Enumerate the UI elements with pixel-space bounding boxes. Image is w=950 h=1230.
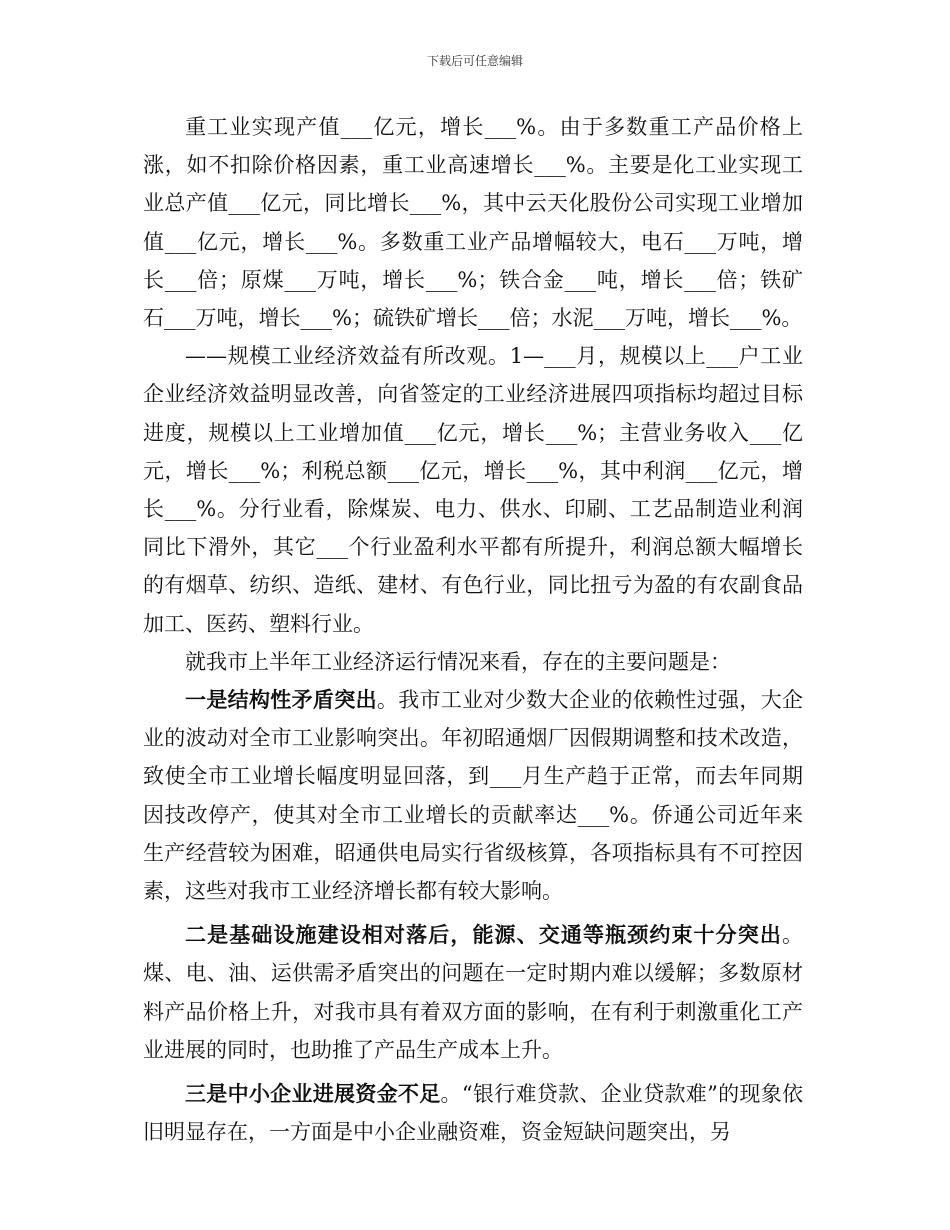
page-header: 下载后可任意编辑 — [426, 54, 523, 68]
problem-3-heading: 三是中小企业进展资金不足 — [185, 1081, 441, 1107]
paragraph-problem-3: 三是中小企业进展资金不足。“银行难贷款、企业贷款难”的现象依旧明显存在，一方面是中小企业融资难，资金短缺问题突出，另 — [143, 1081, 803, 1145]
paragraph-problem-1: 一是结构性矛盾突出。我市工业对少数大企业的依赖性过强，大企业的波动对全市工业影响突出。年初昭通烟厂因假期调整和技术改造，致使全市工业增长幅度明显回落，到___月生产趋于正常，而去年同期因技改停产，使其对全市工业增长的贡献率达___%。侨通公司近年来生产经营较为困难，昭通供电局实行省级核算，各项指标具有不可控因素，这些对我市工业经济增长都有较大影响。 — [143, 687, 804, 904]
document-body — [143, 108, 803, 1151]
paragraph-problems-intro: 就我市上半年工业经济运行情况来看，存在的主要问题是： — [185, 649, 731, 674]
problem-2-heading: 二是基础设施建设相对落后，能源、交通等瓶颈约束十分突出 — [185, 922, 782, 948]
paragraph-efficiency: ——规模工业经济效益有所改观。1—___月，规模以上___户工业企业经济效益明显改善，向省签定的工业经济进展四项指标均超过目标进度，规模以上工业增加值___亿元，增长___%；主营业务收入___亿元，增长___%；利税总额___亿元，增长___%，其中利润___亿元，增长___%。分行业看，除煤炭、电力、供水、印刷、工艺品制造业利润同比下滑外，其它___个行业盈利水平都有所提升，利润总额大幅增长的有烟草、纺织、造纸、建材、有色行业，同比扭亏为盈的有农副食品加工、医药、塑料行业。 — [143, 344, 803, 636]
paragraph-heavy-industry: 重工业实现产值___亿元，增长___%。由于多数重工产品价格上涨，如不扣除价格因素，重工业高速增长___%。主要是化工业实现工业总产值___亿元，同比增长___%，其中云天化股份公司实现工业增加值___亿元，增长___%。多数重工业产品增幅较大，电石___万吨，增长___倍；原煤___万吨，增长___%；铁合金___吨，增长___倍；铁矿石___万吨，增长___%；硫铁矿增长___倍；水泥___万吨，增长___%。 — [143, 115, 803, 331]
problem-1-heading: 一是结构性矛盾突出 — [185, 687, 377, 713]
paragraph-problem-2: 二是基础设施建设相对落后，能源、交通等瓶颈约束十分突出。煤、电、油、运供需矛盾突出的问题在一定时期内难以缓解；多数原材料产品价格上升，对我市具有着双方面的影响，在有利于刺激重化工产业进展的同时，也助推了产品生产成本上升。 — [143, 922, 803, 1062]
